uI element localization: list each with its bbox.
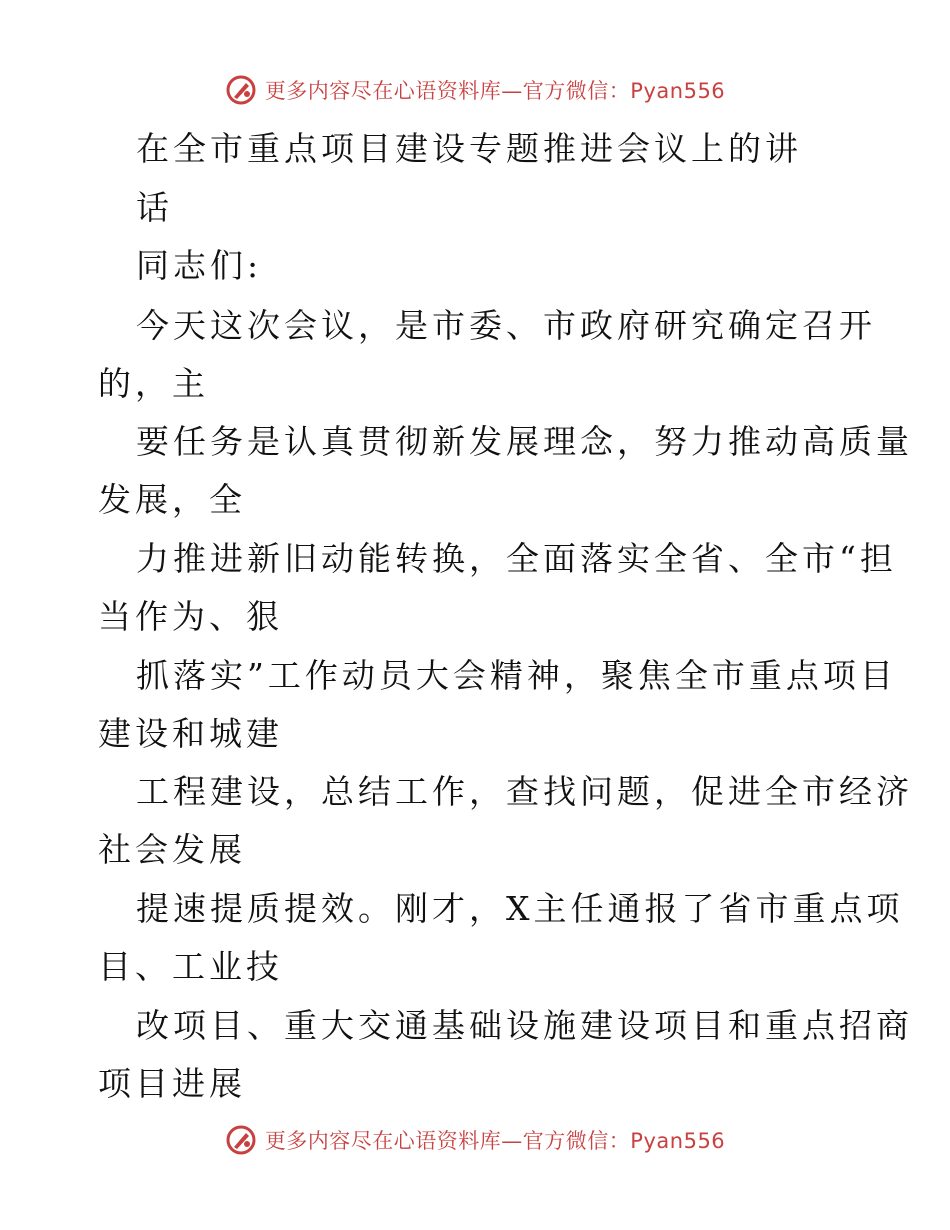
body-line: 当作为、狠 [98, 597, 283, 636]
body-line: 目、工业技 [98, 947, 283, 986]
footer-banner [0, 1118, 950, 1162]
body-line: 要任务是认真贯彻新发展理念，努力推动高质量 [136, 422, 913, 461]
footer-banner-text: 更多内容尽在心语资料库—官方微信：Pyan556 [264, 1129, 726, 1153]
pen-in-circle-logo-icon [225, 1124, 257, 1156]
title-line-2: 话 [136, 188, 173, 227]
body-line: 的，主 [98, 364, 209, 403]
body-line: 项目进展 [98, 1064, 246, 1103]
body-line: 发展，全 [98, 480, 246, 519]
body-line: 建设和城建 [98, 714, 283, 753]
pen-in-circle-logo-icon [225, 74, 257, 106]
body-line: 抓落实”工作动员大会精神，聚焦全市重点项目 [136, 656, 897, 695]
salutation-line: 同志们: [136, 246, 263, 285]
body-line: 力推进新旧动能转换，全面落实全省、全市“担 [136, 539, 897, 578]
title-line-1: 在全市重点项目建设专题推进会议上的讲 [136, 129, 802, 168]
body-line: 社会发展 [98, 830, 246, 869]
body-line: 提速提质提效。刚才，X主任通报了省市重点项 [136, 889, 904, 928]
body-line: 改项目、重大交通基础设施建设项目和重点招商 [136, 1006, 913, 1045]
body-line: 工程建设，总结工作，查找问题，促进全市经济 [136, 772, 913, 811]
header-banner [0, 68, 950, 112]
body-line: 今天这次会议，是市委、市政府研究确定召开 [136, 306, 876, 345]
header-banner-text: 更多内容尽在心语资料库—官方微信：Pyan556 [264, 79, 726, 103]
